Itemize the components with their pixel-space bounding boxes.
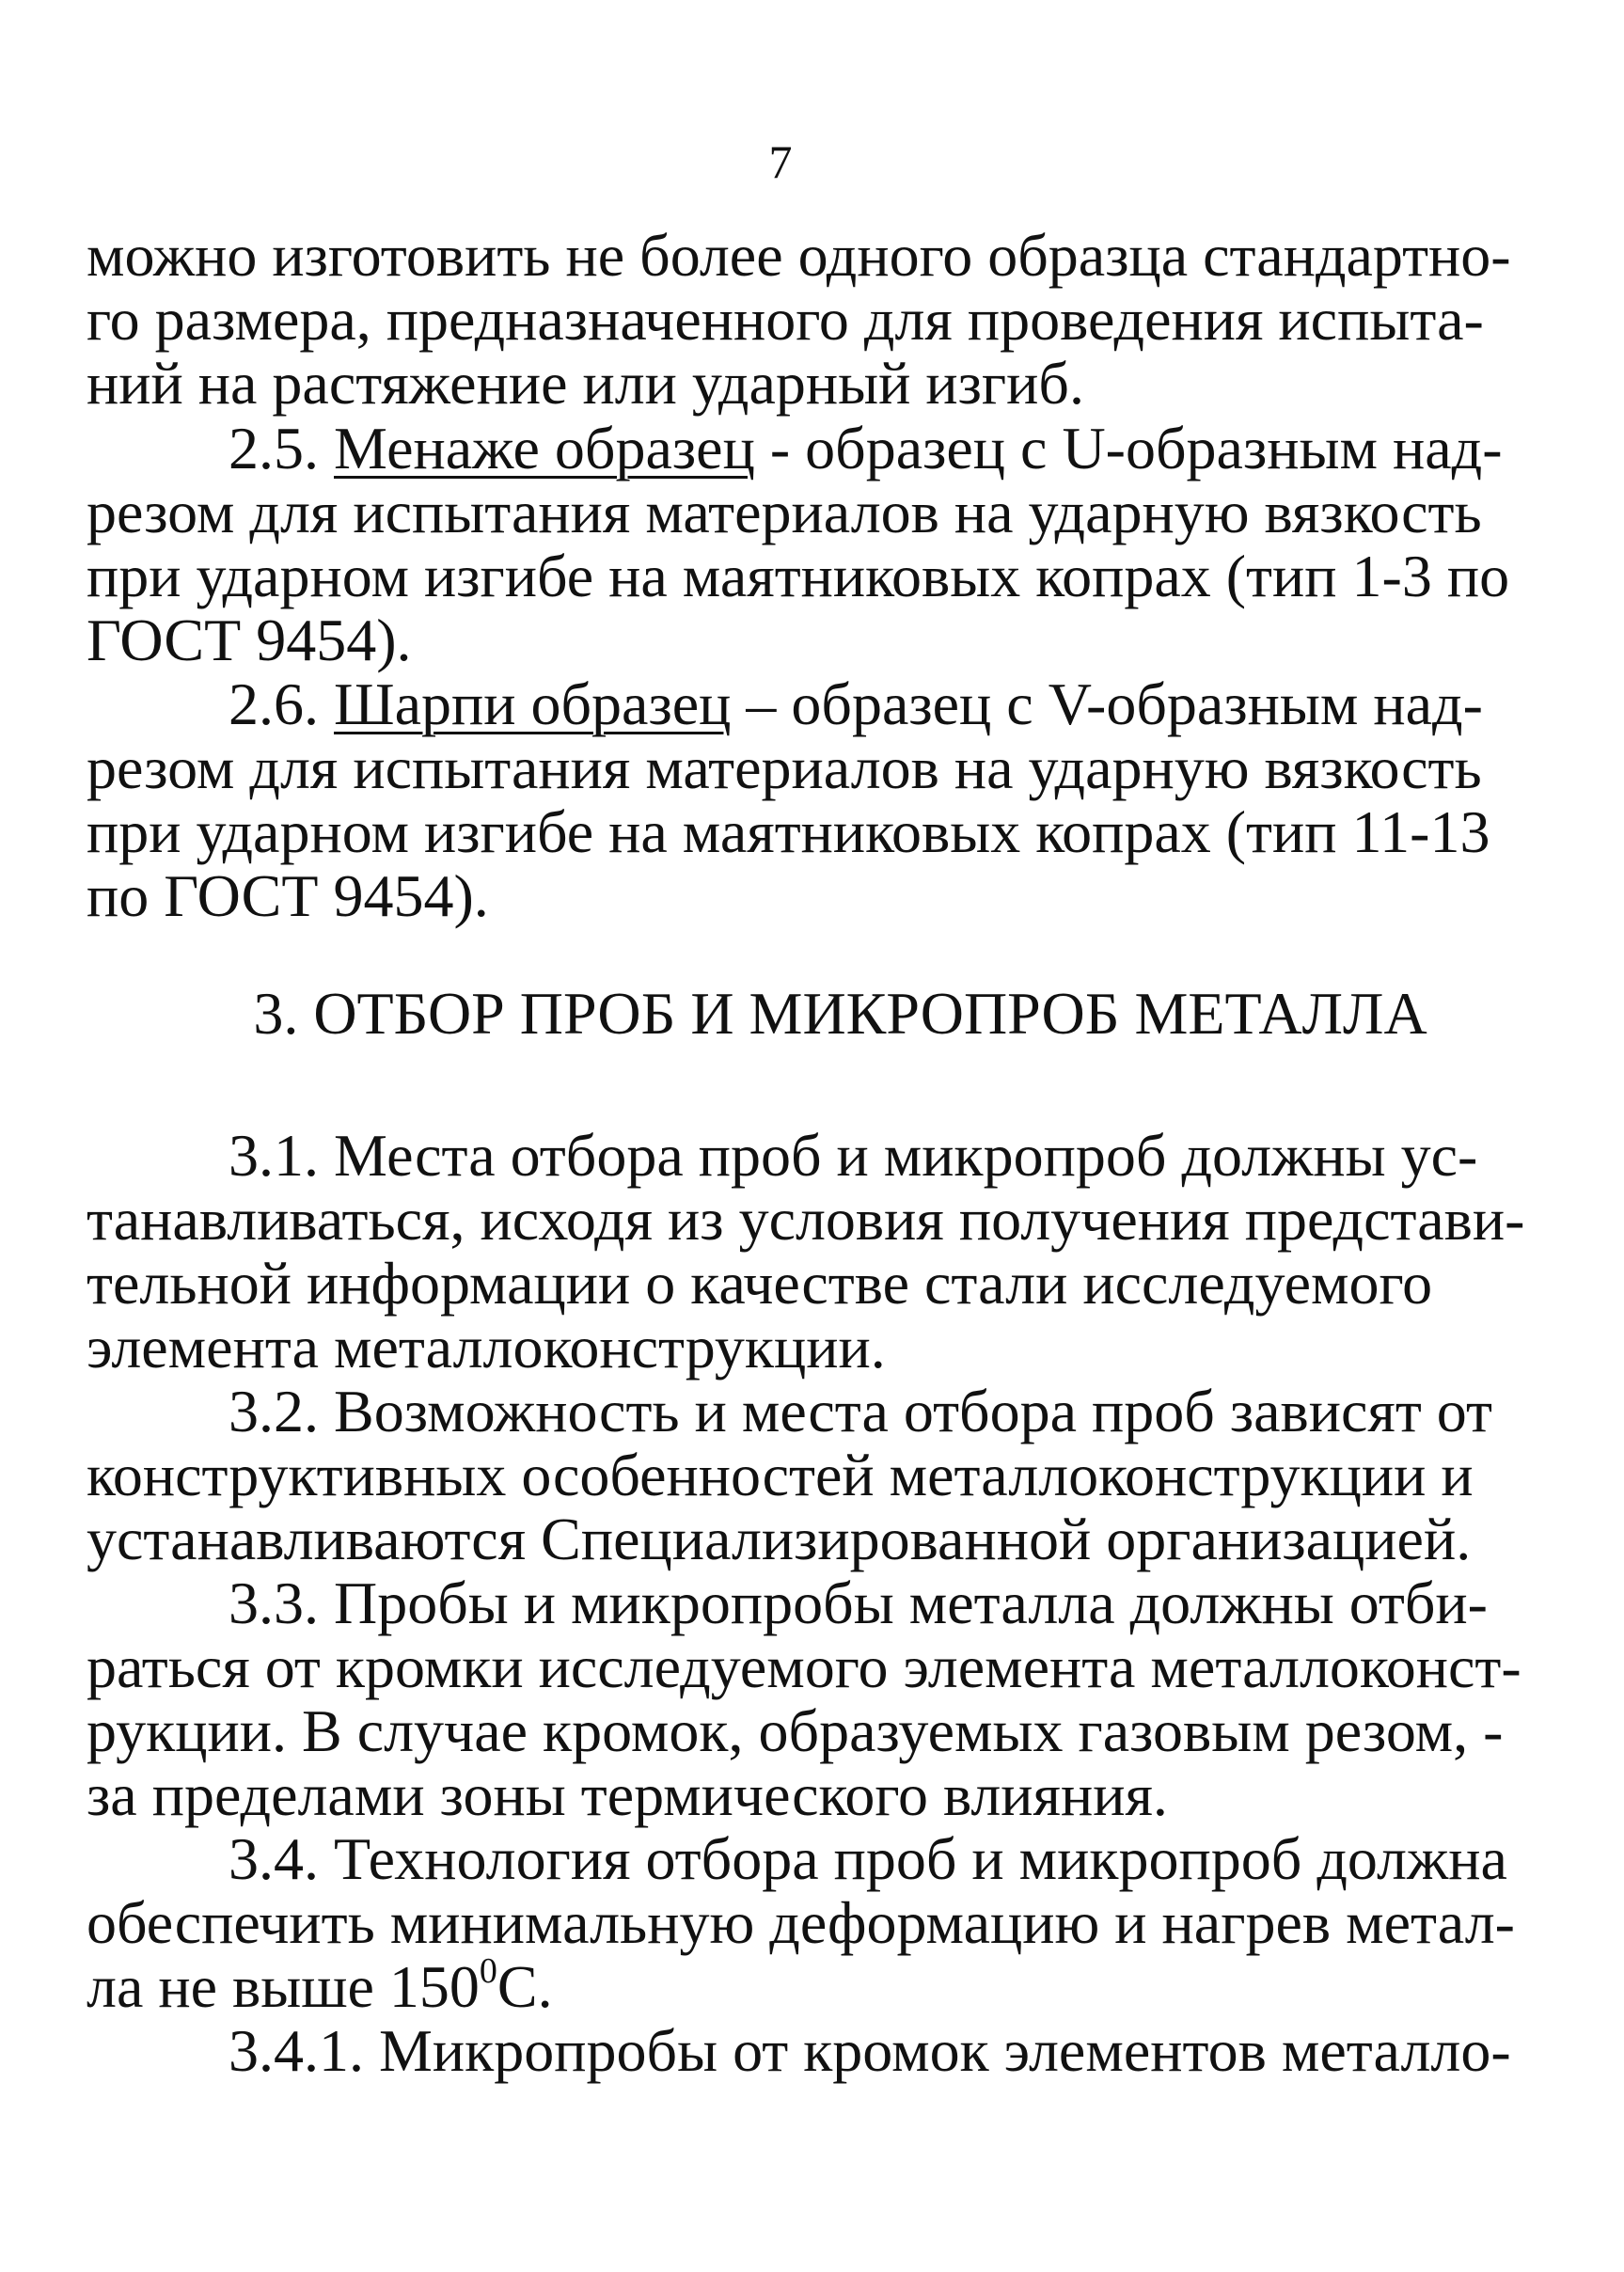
definition-start: образец с U-образным над- [805,415,1503,481]
page-number: 7 [768,135,793,188]
term-charpy-specimen: Шарпи образец [334,671,732,737]
paragraph-2-6 [87,671,1490,929]
text-line: конструктивных особенностей металлоконструкции и [87,1442,1474,1508]
text-line: 3.2. Возможность и места отбора проб зависят от [229,1378,1492,1444]
text-line: устанавливаются Специализированной организацией. [87,1506,1472,1572]
paragraph-first-line [87,415,1503,481]
paragraph-first-line [87,671,1483,737]
definition-start: образец с V-образным над- [791,671,1483,737]
text-line: резом для испытания материалов на ударную вязкость [87,734,1482,801]
text-line: тельной информации о качестве стали исследуемого [87,1250,1433,1317]
text-line: обеспечить минимальную деформацию и нагрев метал- [87,1889,1515,1956]
separator: - [754,415,806,481]
text-line: ГОСТ 9454). [87,607,412,673]
text-line: при ударном изгибе на маятниковых копрах (тип 11-13 [87,798,1490,865]
degree-superscript: 0 [479,1951,497,1991]
clause-number: 2.5. [229,415,319,481]
text-line: 3.4.1. Микропробы от кромок элементов металло- [229,2017,1511,2084]
text-line: ний на растяжение или ударный изгиб. [87,350,1084,417]
paragraph-2-5 [87,415,1510,673]
continuation-paragraph [87,222,1511,417]
text-line: резом для испытания материалов на ударную вязкость [87,479,1482,545]
temperature-suffix: С. [497,1953,553,2020]
text-line: раться от кромки исследуемого элемента металлоконст- [87,1633,1522,1700]
text-line: рукции. В случае кромок, образуемых газовым резом, - [87,1697,1504,1764]
text-line [87,1951,1394,2020]
text-line: танавливаться, исходя из условия получения представи- [87,1186,1525,1253]
paragraph-3-3 [87,1570,1522,1828]
text-line: можно изготовить не более одного образца стандартно- [87,222,1511,289]
text-line: по ГОСТ 9454). [87,862,489,929]
text-line: 3.4. Технология отбора проб и микропроб должна [229,1825,1507,1892]
text-line: го размера, предназначенного для проведения испыта- [87,286,1484,353]
paragraph-3-2 [87,1378,1492,1572]
text-line: при ударном изгибе на маятниковых копрах (тип 1-3 по [87,543,1510,609]
paragraph-3-4 [87,1825,1515,2020]
text-line: 3.1. Места отбора проб и микропроб должны ус- [229,1122,1478,1189]
clause-number: 2.6. [229,671,319,737]
section-heading: 3. ОТБОР ПРОБ И МИКРОПРОБ МЕТАЛЛА [253,980,1427,1047]
text-line: 3.3. Пробы и микропробы металла должны отби- [229,1570,1488,1636]
separator: – [731,671,792,737]
term-menager-specimen: Менаже образец [334,415,755,481]
paragraph-3-1 [87,1122,1525,1381]
temperature-prefix: ла не выше 150 [87,1953,480,2020]
paragraph-3-4-1 [87,2017,1511,2084]
text-line: элемента металлоконструкции. [87,1314,886,1381]
text-line: за пределами зоны термического влияния. [87,1761,1168,1828]
